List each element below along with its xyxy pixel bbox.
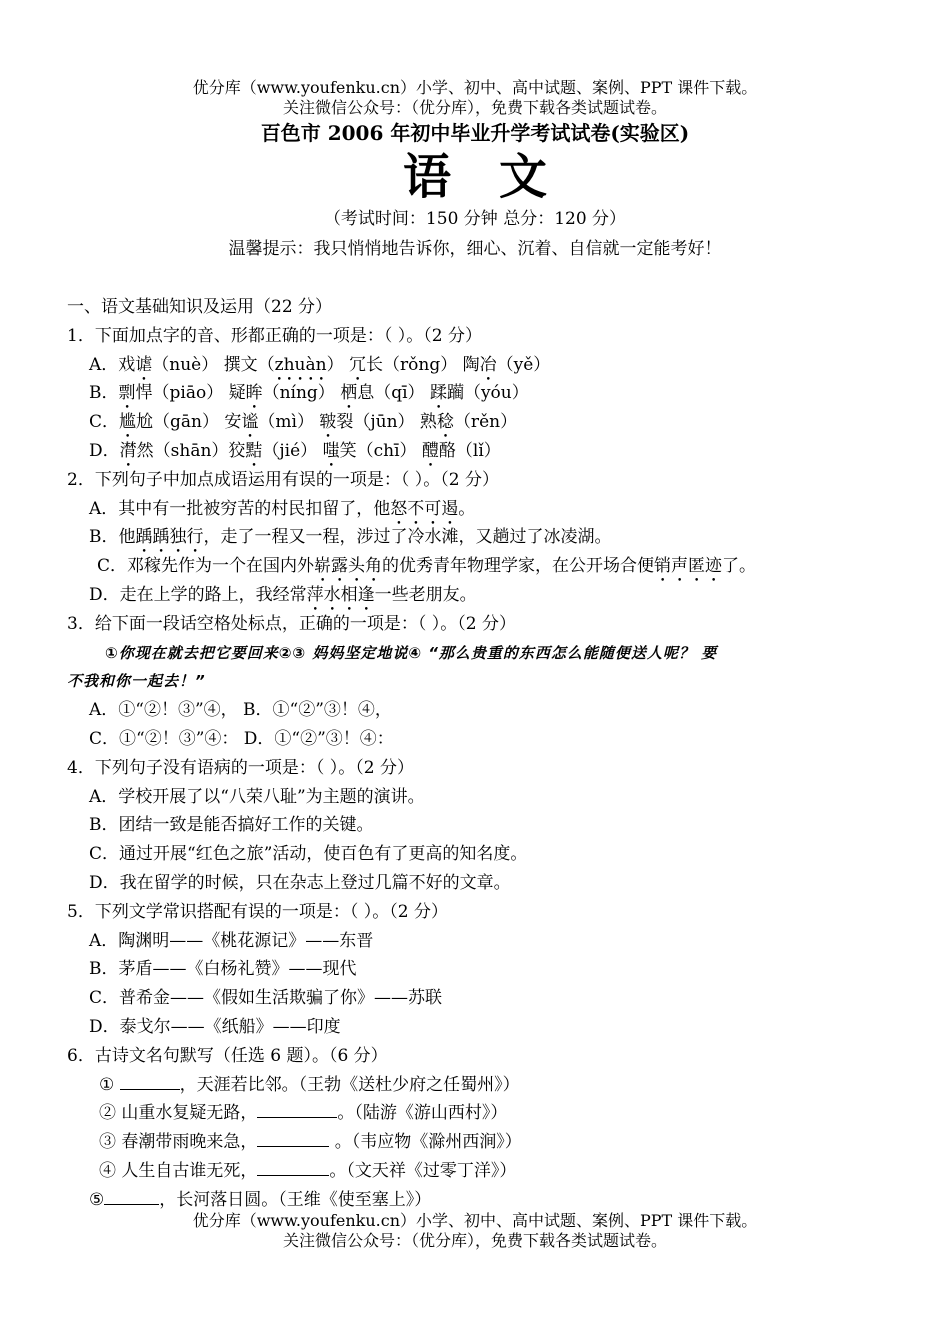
answer-blank[interactable] bbox=[257, 1099, 337, 1118]
answer-blank[interactable] bbox=[257, 1157, 329, 1176]
exam-body bbox=[67, 293, 882, 1215]
q6-item-5: ⑤ ，长河落日圆。（王维《使至塞上》） bbox=[67, 1186, 882, 1215]
q2-option-c: C．邓稼先作为一个在国内外崭露头角的优秀青年物理学家，在公开场合便销声匿迹了。 bbox=[97, 556, 757, 577]
q6-stem: 6．古诗文名句默写（任选 6 题）。（6 分） bbox=[67, 1045, 388, 1066]
q2-option-a: A．其中有一批被穷苦的村民扣留了，他怒不可遏。 bbox=[89, 498, 476, 519]
q1-option-b: B．剽悍（piāo） 疑眸（níng） 栖息（qī） 蹂躏（yóu） bbox=[89, 383, 529, 404]
q6-item-3: ③ 春潮带雨晚来急， 。（韦应物《滁州西涧》） bbox=[67, 1128, 882, 1157]
q2-option-d: D．走在上学的路上，我经常萍水相逢一些老朋友。 bbox=[89, 584, 477, 605]
q5-option-b: B．茅盾——《白杨礼赞》——现代 bbox=[89, 959, 357, 980]
q1-stem: 1．下面加点字的音、形都正确的一项是：（ ）。（2 分） bbox=[67, 325, 482, 346]
q3-options-cd: C．①“②！③”④： D．①“②”③！④： bbox=[89, 728, 394, 749]
exam-meta: （考试时间：150 分钟 总分：120 分） bbox=[323, 209, 627, 229]
q6-item-4: ④ 人生自古谁无死， 。（文天祥《过零丁洋》） bbox=[67, 1157, 882, 1186]
q4-option-c: C．通过开展“红色之旅”活动，使百色有了更高的知名度。 bbox=[89, 844, 528, 865]
answer-blank[interactable] bbox=[104, 1186, 159, 1205]
warm-tip: 温馨提示：我只悄悄地告诉你，细心、沉着、自信就一定能考好！ bbox=[228, 239, 722, 259]
q5-option-d: D．泰戈尔——《纸船》——印度 bbox=[89, 1016, 341, 1037]
q4-option-b: B．团结一致是能否搞好工作的关键。 bbox=[89, 815, 374, 836]
q4-stem: 4．下列句子没有语病的一项是：（ ）。（2 分） bbox=[67, 757, 414, 778]
q2-stem: 2．下列句子中加点成语运用有误的一项是：（ ）。（2 分） bbox=[67, 469, 499, 490]
answer-blank[interactable] bbox=[257, 1128, 329, 1147]
header-line-1: 优分库（www.youfenku.cn）小学、初中、高中试题、案例、PPT 课件下载。 bbox=[192, 78, 758, 97]
q1-option-d: D．潸然（shān）狡黠（jié） 嗤笑（chī） 醴酪（lǐ） bbox=[89, 440, 501, 461]
q3-stem: 3．给下面一段话空格处标点，正确的一项是：（ ）。（2 分） bbox=[67, 613, 516, 634]
q5-stem: 5．下列文学常识搭配有误的一项是：（ ）。（2 分） bbox=[67, 901, 448, 922]
q3-passage-line-1: ①你现在就去把它要回来②③ 妈妈坚定地说④ “那么贵重的东西怎么能随便送人呢？ 要 bbox=[105, 643, 718, 662]
exam-title: 百色市 2006 年初中毕业升学考试试卷(实验区) bbox=[260, 121, 690, 145]
q1-option-a: A．戏谑（nuè） 撰文（zhuàn） 冗长（rǒng） 陶冶（yě） bbox=[89, 354, 551, 375]
q4-option-a: A．学校开展了以“八荣八耻”为主题的演讲。 bbox=[89, 786, 425, 807]
subject-title: 语文 bbox=[402, 149, 595, 205]
q5-option-a: A．陶渊明——《桃花源记》——东晋 bbox=[89, 930, 374, 951]
footer-line-2: 关注微信公众号：（优分库），免费下载各类试题试卷。 bbox=[282, 1231, 667, 1250]
footer-line-1: 优分库（www.youfenku.cn）小学、初中、高中试题、案例、PPT 课件下载。 bbox=[192, 1211, 758, 1230]
q5-option-c: C．普希金——《假如生活欺骗了你》——苏联 bbox=[89, 988, 443, 1009]
q3-options-ab: A．①“②！③”④， B．①“②”③！④， bbox=[89, 700, 392, 721]
page-footer bbox=[0, 1211, 950, 1251]
section-title: 一、语文基础知识及运用（22 分） bbox=[67, 297, 333, 317]
header-line-2: 关注微信公众号：（优分库），免费下载各类试题试卷。 bbox=[282, 98, 667, 117]
q4-option-d: D．我在留学的时候，只在杂志上登过几篇不好的文章。 bbox=[89, 872, 511, 893]
answer-blank[interactable] bbox=[120, 1071, 180, 1090]
q6-item-1: ① ，天涯若比邻。（王勃《送杜少府之任蜀州》） bbox=[67, 1071, 882, 1100]
q6-item-2: ② 山重水复疑无路， 。（陆游《游山西村》） bbox=[67, 1099, 882, 1128]
q3-passage-line-2: 不我和你一起去！” bbox=[67, 672, 206, 691]
q2-option-b: B．他踽踽独行，走了一程又一程，涉过了冷水滩，又趟过了冰凌湖。 bbox=[89, 527, 612, 548]
page-header bbox=[0, 78, 950, 118]
q1-option-c: C．尴尬（gān） 安谧（mì） 皲裂（jūn） 熟稔（rěn） bbox=[89, 412, 518, 433]
